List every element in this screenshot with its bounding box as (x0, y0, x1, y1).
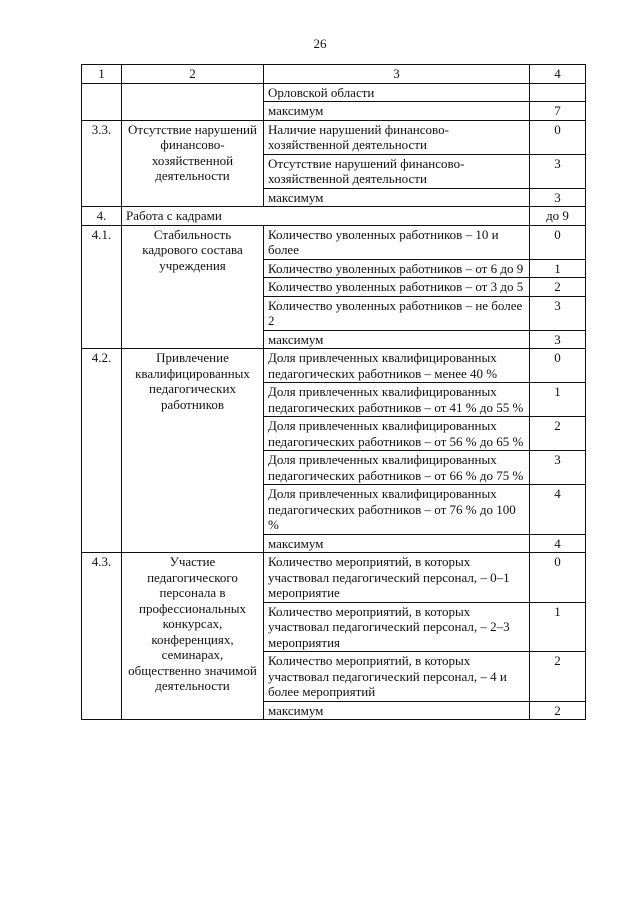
row-number-cell: 3.3. (82, 120, 122, 207)
score-cell: 0 (530, 120, 586, 154)
criteria-table (81, 64, 586, 720)
criterion-text: Количество уволенных работников – от 3 до 5 (264, 278, 530, 297)
table-header-row (82, 65, 586, 84)
score-cell (530, 83, 586, 102)
criterion-text: Количество уволенных работников – не более 2 (264, 296, 530, 330)
criterion-text: Наличие нарушений финансово-хозяйственной деятельности (264, 120, 530, 154)
table-row (82, 349, 586, 383)
criterion-text: максимум (264, 701, 530, 720)
header-cell-2: 2 (122, 65, 264, 84)
criterion-text: Количество уволенных работников – от 6 до 9 (264, 259, 530, 278)
row-number-cell: 4. (82, 207, 122, 226)
row-name-cell: Участие педагогического персонала в профессиональных конкурсах, конференциях, семинарах, общественно значимой деятельности (122, 553, 264, 720)
criterion-text: максимум (264, 188, 530, 207)
score-cell: 1 (530, 602, 586, 652)
section-title: Работа с кадрами (122, 207, 530, 226)
score-cell: 1 (530, 259, 586, 278)
row-number-cell: 4.1. (82, 225, 122, 349)
table-row (82, 225, 586, 259)
criterion-text: Количество мероприятий, в которых участвовал педагогический персонал, – 0–1 мероприятие (264, 553, 530, 603)
score-cell: 2 (530, 701, 586, 720)
header-cell-1: 1 (82, 65, 122, 84)
score-cell: 2 (530, 652, 586, 702)
score-cell: 0 (530, 349, 586, 383)
score-cell: 7 (530, 102, 586, 121)
score-cell: 4 (530, 534, 586, 553)
row-name-cell: Стабильность кадрового состава учреждения (122, 225, 264, 349)
header-cell-3: 3 (264, 65, 530, 84)
header-cell-4: 4 (530, 65, 586, 84)
score-cell: 2 (530, 417, 586, 451)
criterion-text: Количество мероприятий, в которых участвовал педагогический персонал, – 2–3 мероприятия (264, 602, 530, 652)
score-cell: 3 (530, 188, 586, 207)
score-cell: 4 (530, 485, 586, 535)
row-number-cell: 4.2. (82, 349, 122, 553)
score-cell: 3 (530, 330, 586, 349)
row-name-cell: Привлечение квалифицированных педагогических работников (122, 349, 264, 553)
score-cell: 0 (530, 553, 586, 603)
criterion-text: Доля привлеченных квалифицированных педагогических работников – от 66 % до 75 % (264, 451, 530, 485)
table-row (82, 553, 586, 603)
criterion-text: Количество уволенных работников – 10 и более (264, 225, 530, 259)
criterion-text: Доля привлеченных квалифицированных педагогических работников – менее 40 % (264, 349, 530, 383)
score-cell: 2 (530, 278, 586, 297)
row-name-cell (122, 83, 264, 120)
table-row (82, 83, 586, 102)
criterion-text: максимум (264, 102, 530, 121)
score-cell: до 9 (530, 207, 586, 226)
criterion-text: Доля привлеченных квалифицированных педагогических работников – от 56 % до 65 % (264, 417, 530, 451)
row-number-cell: 4.3. (82, 553, 122, 720)
criterion-text: Орловской области (264, 83, 530, 102)
score-cell: 3 (530, 451, 586, 485)
criterion-text: максимум (264, 534, 530, 553)
row-name-cell: Отсутствие нарушений финансово-хозяйственной деятельности (122, 120, 264, 207)
table-row (82, 207, 586, 226)
score-cell: 3 (530, 154, 586, 188)
score-cell: 0 (530, 225, 586, 259)
score-cell: 3 (530, 296, 586, 330)
table-row (82, 120, 586, 154)
criterion-text: Доля привлеченных квалифицированных педагогических работников – от 41 % до 55 % (264, 383, 530, 417)
criterion-text: Количество мероприятий, в которых участвовал педагогический персонал, – 4 и более мероприятий (264, 652, 530, 702)
criterion-text: максимум (264, 330, 530, 349)
row-number-cell (82, 83, 122, 120)
page-number: 26 (313, 36, 327, 51)
criterion-text: Отсутствие нарушений финансово-хозяйственной деятельности (264, 154, 530, 188)
criterion-text: Доля привлеченных квалифицированных педагогических работников – от 76 % до 100 % (264, 485, 530, 535)
score-cell: 1 (530, 383, 586, 417)
